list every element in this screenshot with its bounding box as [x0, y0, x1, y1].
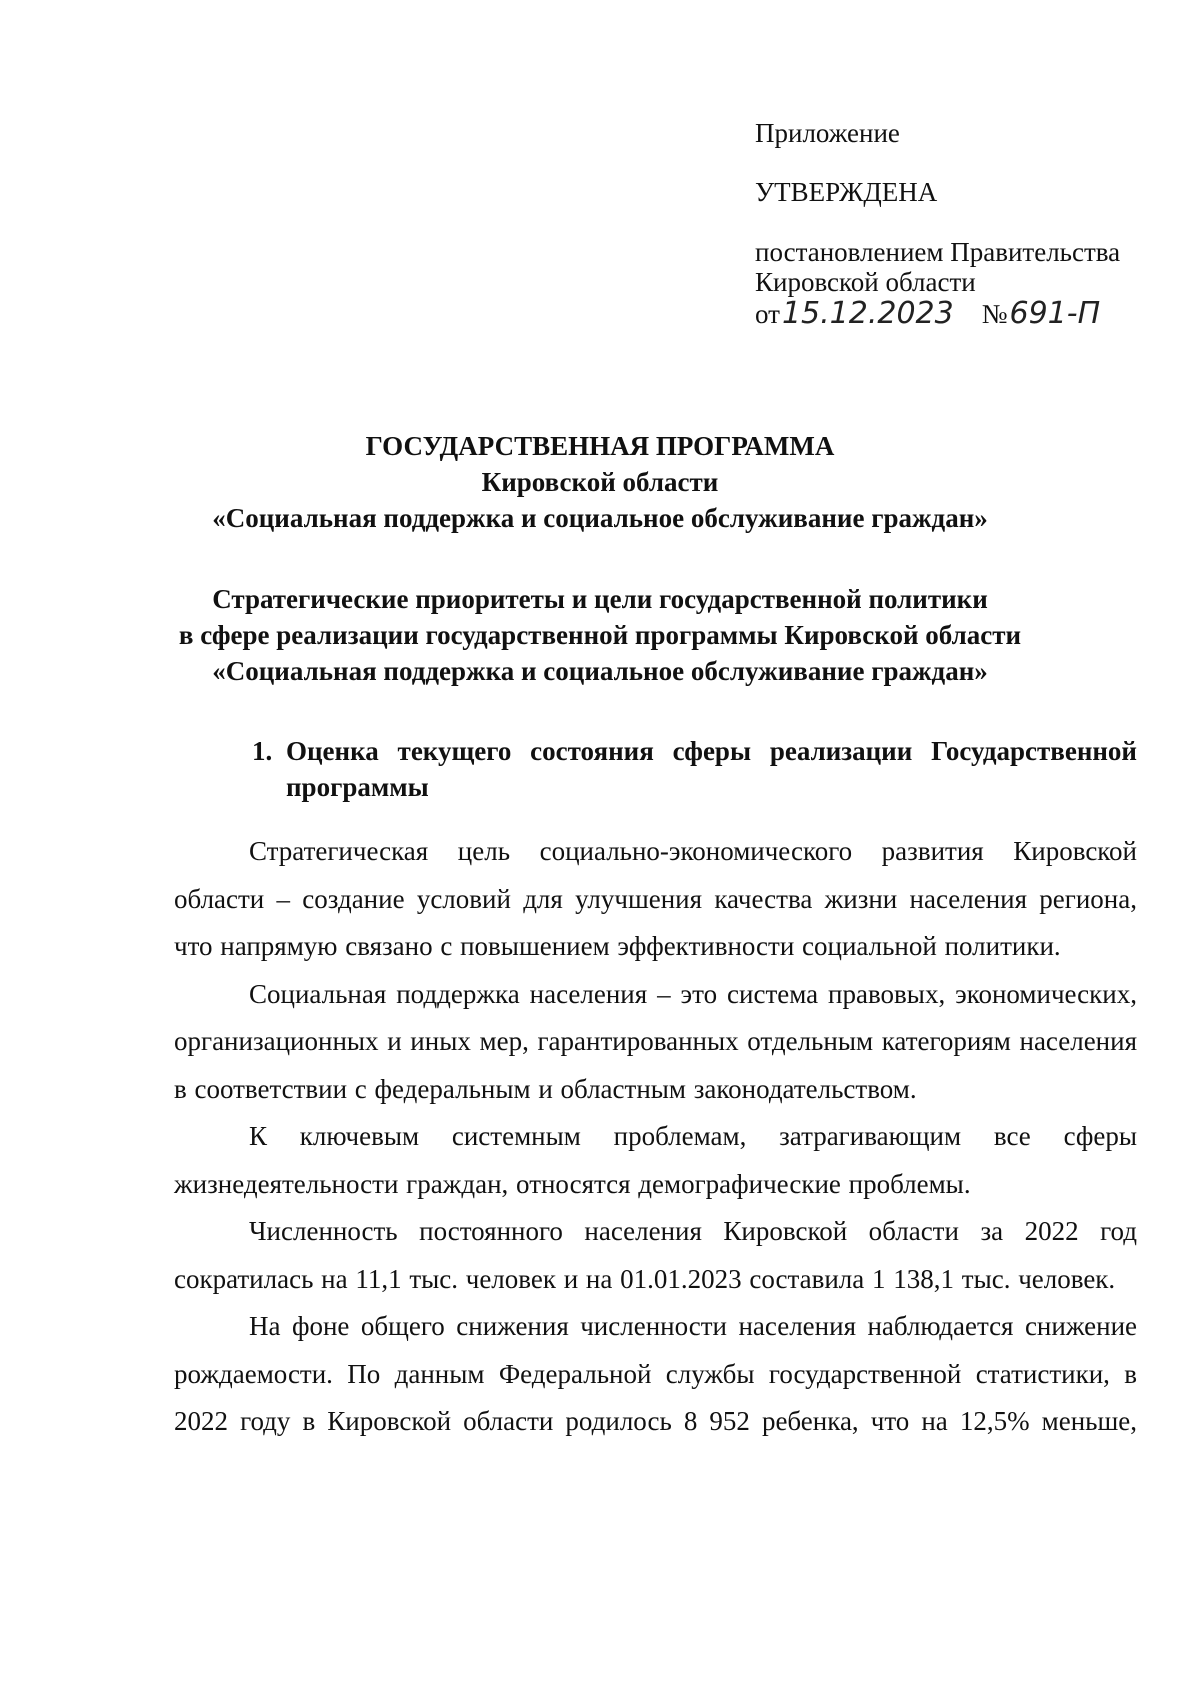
paragraph: На фоне общего снижения численности населения наблюдается снижение рождаемости. По данным Федеральной службы государственной статистики, в 2022 году в Кировской области родилось 8 952 ребенка, что на 12,5% меньше, — [174, 1311, 1137, 1436]
approved-by-line-1: постановлением Правительства — [755, 237, 1121, 267]
document-title — [0, 428, 1200, 536]
subtitle-line-3: «Социальная поддержка и социальное обслуживание граждан» — [212, 656, 988, 686]
decree-number: 691-П — [1009, 296, 1101, 331]
decree-date: 15.12.2023 — [781, 296, 954, 331]
paragraph: Социальная поддержка населения – это система правовых, экономических, организационных и иных мер, гарантированных отдельным категориям населения в соответствии с федеральным и областным законодательством. — [174, 978, 1137, 1104]
approved-by-line-2: Кировской области — [755, 267, 976, 297]
title-line-2: Кировской области — [481, 467, 719, 497]
appendix-label: Приложение — [755, 118, 900, 148]
section-heading — [252, 733, 1137, 805]
paragraph: Численность постоянного населения Кировской области за 2022 год сократилась на 11,1 тыс. человек и на 01.01.2023 составила 1 138,1 тыс. человек. — [174, 1216, 1137, 1294]
decree-date-number — [755, 296, 1120, 331]
section-title: Оценка текущего состояния сферы реализации Государственной программы — [286, 736, 1137, 802]
title-line-1: ГОСУДАРСТВЕННАЯ ПРОГРАММА — [365, 431, 835, 461]
body-text — [174, 828, 1137, 1446]
section-number: 1. — [252, 736, 273, 766]
number-prefix: № — [981, 299, 1008, 329]
document-subtitle — [0, 581, 1200, 689]
subtitle-line-1: Стратегические приоритеты и цели государственной политики — [212, 584, 988, 614]
title-line-3: «Социальная поддержка и социальное обслуживание граждан» — [212, 503, 988, 533]
approval-stamp — [755, 118, 1120, 329]
paragraph: К ключевым системным проблемам, затрагивающим все сферы жизнедеятельности граждан, относятся демографические проблемы. — [174, 1121, 1137, 1199]
from-prefix: от — [755, 299, 780, 329]
paragraph: Стратегическая цель социально-экономического развития Кировской области – создание условий для улучшения качества жизни населения региона, что напрямую связано с повышением эффективности социальной политики. — [174, 836, 1137, 961]
subtitle-line-2: в сфере реализации государственной программы Кировской области — [178, 620, 1022, 650]
approved-label: УТВЕРЖДЕНА — [755, 177, 938, 207]
